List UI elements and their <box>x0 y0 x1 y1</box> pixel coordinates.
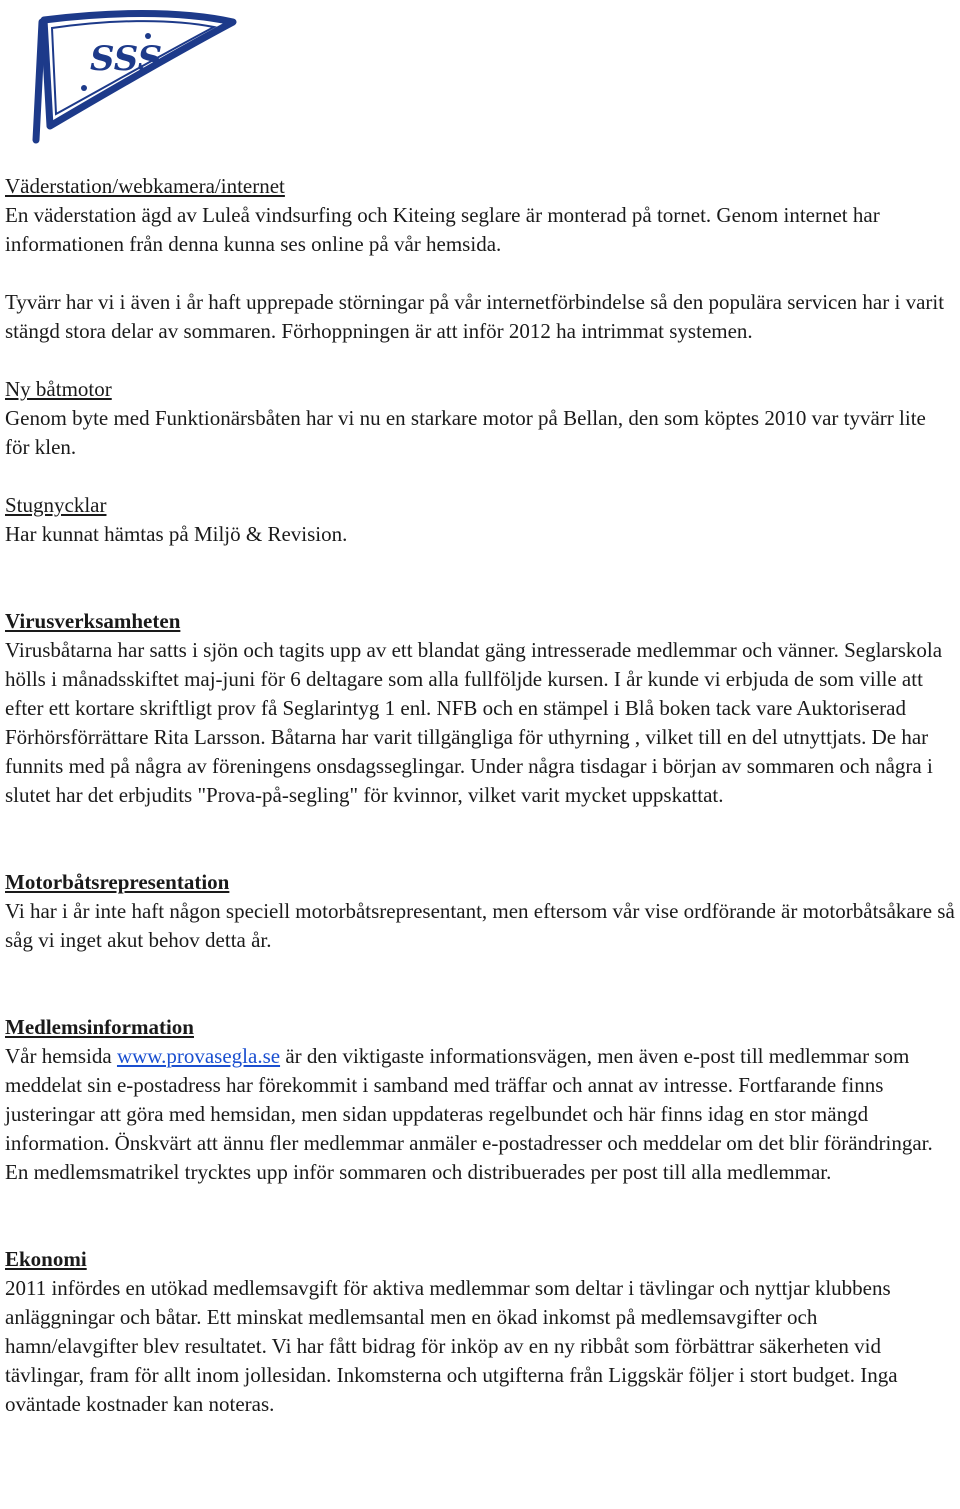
section-heading: Medlemsinformation <box>5 1015 194 1039</box>
section-virus-activity <box>5 607 955 810</box>
section-cabin-keys <box>5 491 955 549</box>
paragraph: Virusbåtarna har satts i sjön och tagits upp av ett blandat gäng intresserade medlemmar och vänner. Seglarskola hölls i månadsskiftet maj-juni för 6 deltagare som alla fullföljde kursen. I år kunde vi erbjuda de som ville att efter ett kortare skriftligt prov få Seglarintyg 1 enl. NFB och en stämpel i Blå boken tack vare Auktoriserad Förhörsförrättare Rita Larsson. Båtarna har varit tillgängliga för uthyrning , vilket till en del utnyttjats. De har funnits med på några av föreningens onsdagsseglingar. Under några tisdagar i början av sommaren och några i slutet har det erbjudits "Prova-på-segling" för kvinnor, vilket varit mycket uppskattat. <box>5 638 943 807</box>
paragraph: Har kunnat hämtas på Miljö & Revision. <box>5 522 348 546</box>
section-member-information <box>5 1013 955 1187</box>
section-heading: Stugnycklar <box>5 493 107 517</box>
section-new-boat-motor <box>5 375 955 462</box>
report-body <box>5 172 955 1419</box>
paragraph: Genom byte med Funktionärsbåten har vi nu en starkare motor på Bellan, den som köptes 2010 var tyvärr lite för klen. <box>5 406 926 459</box>
club-pennant-logo <box>28 6 238 146</box>
paragraph: Tyvärr har vi i även i år haft upprepade störningar på vår internetförbindelse så den populära servicen har i varit stängd stora delar av sommaren. Förhoppningen är att inför 2012 ha intrimmat systemen. <box>5 290 945 343</box>
section-heading: Motorbåtsrepresentation <box>5 870 230 894</box>
paragraph-text-before-link: Vår hemsida <box>5 1044 117 1068</box>
section-motorboat-representation <box>5 868 955 955</box>
paragraph <box>5 1042 955 1187</box>
section-heading: Ekonomi <box>5 1247 87 1271</box>
section-heading: Virusverksamheten <box>5 609 181 633</box>
paragraph-text-after-link: är den viktigaste informationsvägen, men även e-post till medlemmar som meddelat sin e-postadress har förekommit i samband med träffar och annat av intresse. Fortfarande finns justeringar att göra med hemsidan, men sidan uppdateras regelbundet och här finns idag en stor mängd information. Önskvärt att ännu fler medlemmar anmäler e-postadresser och meddelar om det blir förändringar. En medlemsmatrikel trycktes upp inför sommaren och distribuerades per post till alla medlemmar. <box>5 1044 933 1184</box>
section-heading: Ny båtmotor <box>5 377 112 401</box>
paragraph: Vi har i år inte haft någon speciell motorbåtsrepresentant, men eftersom vår vise ordförande är motorbåtsåkare så såg vi inget akut behov detta år. <box>5 899 955 952</box>
logo-lettering: SSS <box>90 39 163 79</box>
section-weather-station <box>5 172 955 346</box>
section-heading: Väderstation/webkamera/internet <box>5 174 285 198</box>
website-link[interactable]: www.provasegla.se <box>116 1044 281 1068</box>
paragraph: En väderstation ägd av Luleå vindsurfing och Kiteing seglare är monterad på tornet. Genom internet har informationen från denna kunna ses online på vår hemsida. <box>5 203 880 256</box>
section-economy <box>5 1245 955 1419</box>
paragraph: 2011 infördes en utökad medlemsavgift för aktiva medlemmar som deltar i tävlingar och nyttjar klubbens anläggningar och båtar. Ett minskat medlemsantal men en ökad inkomst på medlemsavgifter och hamn/elavgifter blev resultatet. Vi har fått bidrag för inköp av en ny ribbåt som förbättrar säkerheten vid tävlingar, fram för allt inom jollesidan. Inkomsterna och utgifterna från Liggskär följer i stort budget. Inga oväntade kostnader kan noteras. <box>5 1276 898 1416</box>
